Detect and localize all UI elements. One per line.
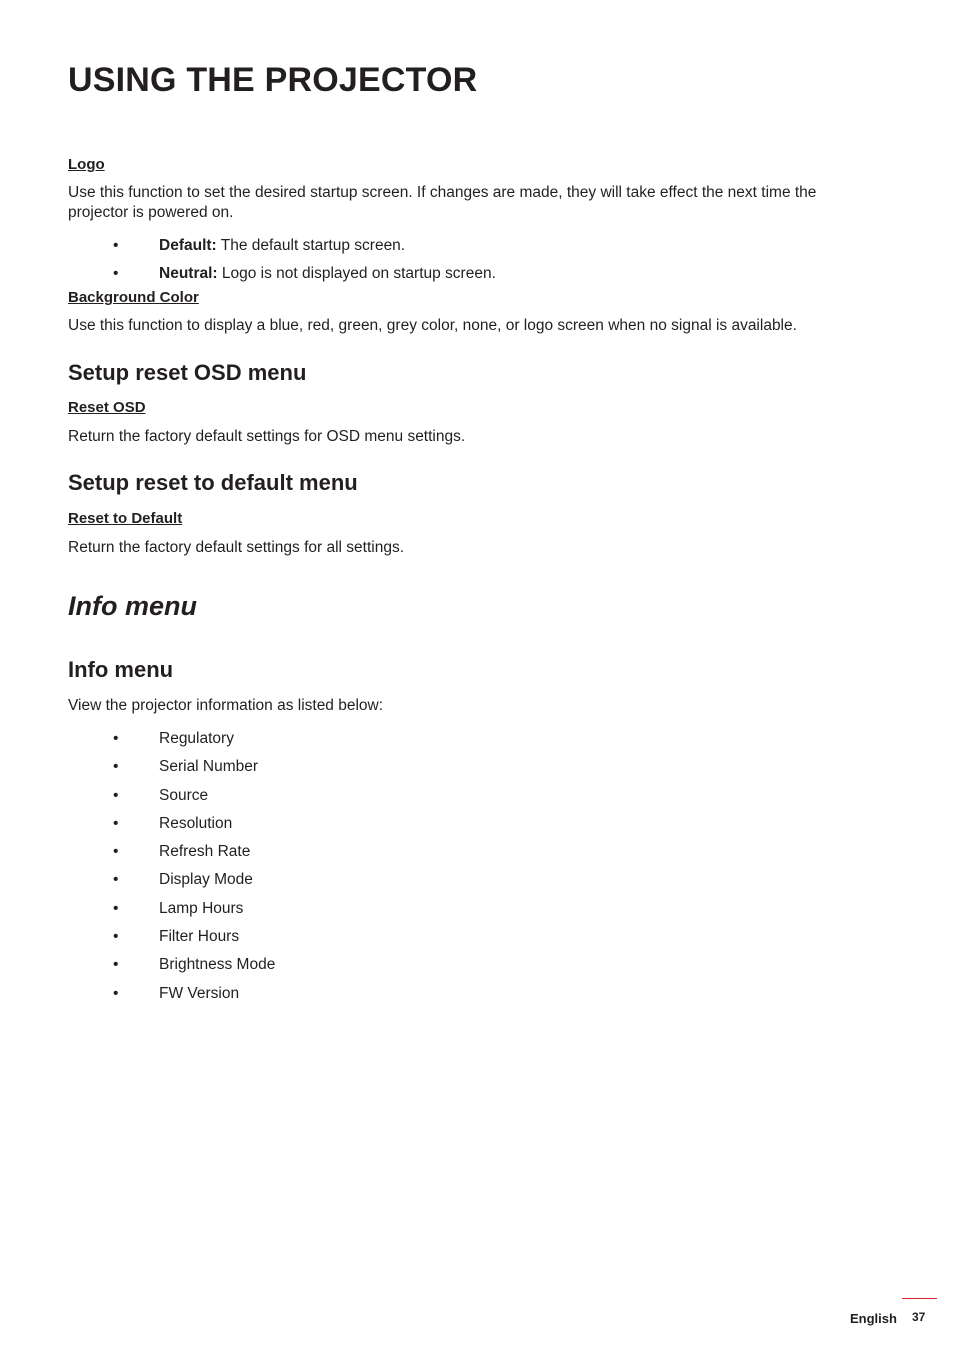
option-term: Default: <box>159 237 217 254</box>
info-item-label: Resolution <box>159 814 233 832</box>
option-text: The default startup screen. <box>216 237 406 254</box>
option-text: Logo is not displayed on startup screen. <box>217 265 496 283</box>
info-menu-description: View the projector information as listed below: <box>68 697 384 714</box>
bullet: • <box>113 786 119 804</box>
info-item-label: Filter Hours <box>159 928 240 946</box>
info-item-label: FW Version <box>159 984 240 1002</box>
footer-language: English <box>850 1311 897 1326</box>
bullet: • <box>113 237 119 254</box>
info-menu-heading: Info menu <box>68 657 174 682</box>
reset-to-default-title: Reset to Default <box>68 510 183 527</box>
page-number: 37 <box>912 1310 926 1324</box>
info-item-label: Regulatory <box>159 730 234 747</box>
option-term: Neutral: <box>159 265 218 283</box>
info-item-label: Lamp Hours <box>159 899 244 917</box>
bullet: • <box>113 265 119 283</box>
bullet: • <box>113 843 119 861</box>
bullet: • <box>113 758 119 776</box>
setup-reset-osd-heading: Setup reset OSD menu <box>68 360 307 385</box>
reset-osd-title: Reset OSD <box>68 399 146 416</box>
bullet: • <box>113 956 119 974</box>
info-item-label: Source <box>159 786 209 804</box>
footer-accent-line <box>902 1298 937 1299</box>
bullet: • <box>113 984 119 1002</box>
bullet: • <box>113 730 119 747</box>
bullet: • <box>113 899 119 917</box>
info-item-label: Brightness Mode <box>159 956 276 974</box>
background-color-title: Background Color <box>68 289 199 306</box>
setup-reset-default-heading: Setup reset to default menu <box>68 470 358 495</box>
info-item-label: Refresh Rate <box>159 843 251 861</box>
info-item-label: Serial Number <box>159 758 259 776</box>
bullet: • <box>113 928 119 946</box>
bullet: • <box>113 871 119 889</box>
reset-osd-description: Return the factory default settings for OSD menu settings. <box>68 428 466 445</box>
page-title: USING THE PROJECTOR <box>68 61 478 99</box>
logo-description: Use this function to set the desired startup screen. If changes are made, they will take effect the next time the projector is powered on. <box>68 184 817 221</box>
info-chapter-heading: Info menu <box>68 591 197 621</box>
background-color-description: Use this function to display a blue, red, green, grey color, none, or logo screen when no signal is available. <box>68 317 797 334</box>
info-item-label: Display Mode <box>159 871 253 889</box>
reset-to-default-description: Return the factory default settings for all settings. <box>68 539 405 556</box>
bullet: • <box>113 814 119 832</box>
logo-title: Logo <box>68 156 105 173</box>
